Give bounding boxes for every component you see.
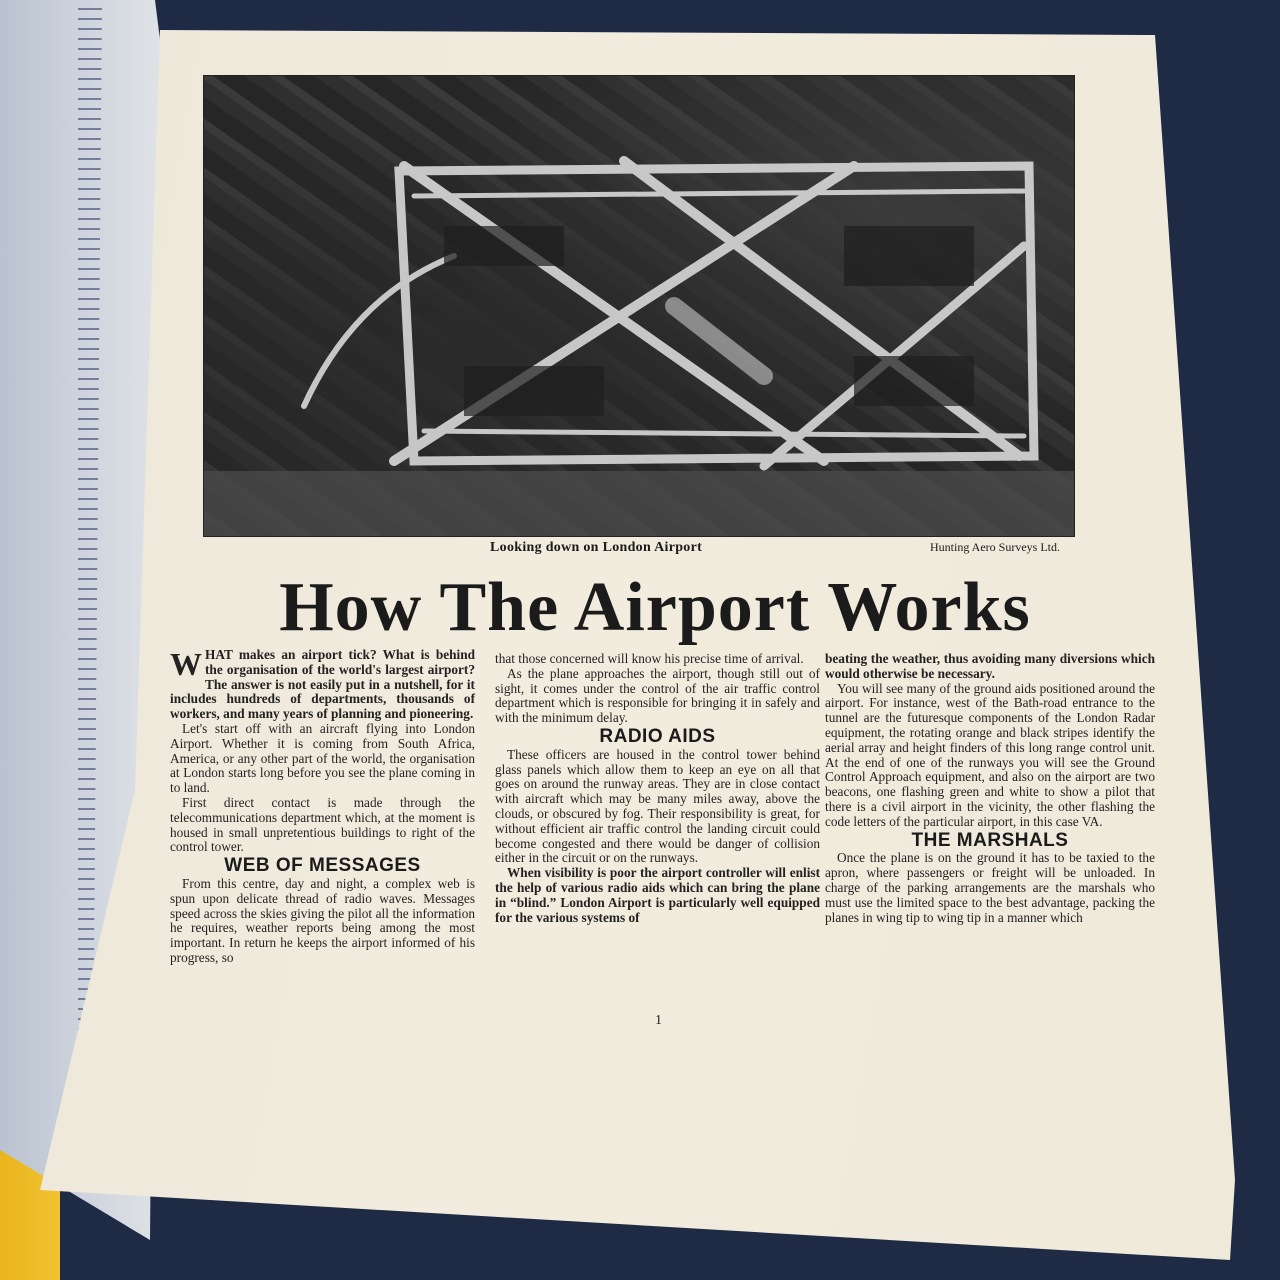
- paragraph: beating the weather, thus avoiding many diversions which would otherwise be necessary.: [825, 651, 1155, 681]
- section-heading: RADIO AIDS: [599, 725, 716, 747]
- paragraph: that those concerned will know his precise time of arrival.: [495, 651, 804, 666]
- page-number: 1: [655, 1013, 662, 1028]
- paragraph: Let's start off with an aircraft flying into London Airport. Whether it is coming from South Africa, America, or any other part of the world, the organisation at London starts long before you see the plane coming in to land.: [170, 720, 475, 796]
- drop-cap: W: [170, 646, 202, 682]
- airport-runways-image: [204, 76, 1074, 536]
- paragraph: These officers are housed in the control tower behind glass panels which allow them to keep an eye on all that goes on around the runway areas. They are in close contact with aircraft which may be many miles away, above the clouds, or obscured by fog. Their responsibility is great, for without efficient air traffic control the landing circuit could become congested and there would be danger of collision either in the circuit or on the runways.: [495, 746, 820, 866]
- article-column-3: [825, 652, 1155, 925]
- photo-caption: Looking down on London Airport: [490, 540, 703, 555]
- article-column-1: [170, 648, 475, 966]
- paragraph: As the plane approaches the airport, though still out of sight, it comes under the control of the air traffic control department which is responsible for bringing it in safely and with the minimum delay.: [495, 665, 820, 726]
- section-heading: WEB OF MESSAGES: [224, 855, 421, 877]
- paragraph: First direct contact is made through the telecommunications department which, at the moment is housed in small unpretentious buildings to right of the control tower.: [170, 794, 475, 855]
- paragraph: Once the plane is on the ground it has to be taxied to the apron, where passengers or freight will be unloaded. In charge of the parking arrangements are the marshals who must use the limited space to the best advantage, packing the planes in wing tip to wing tip in a manner which: [825, 850, 1155, 925]
- section-heading: THE MARSHALS: [911, 829, 1069, 851]
- intro-paragraph: HAT makes an airport tick? What is behind the organisation of the world's largest airport? The answer is not easily put in a nutshell, for it includes hundreds of departments, thousands of workers, and many years of planning and pioneering.: [170, 647, 475, 722]
- paragraph: From this centre, day and night, a complex web is spun upon delicate thread of radio waves. Messages speed across the skies giving the pilot all the information he requires, weather reports being among the most important. In return he keeps the airport informed of his progress, so: [170, 875, 475, 965]
- paragraph: When visibility is poor the airport controller will enlist the help of various radio aids which can bring the plane in “blind.” London Airport is particularly well equipped for the various systems of: [495, 865, 820, 925]
- photo-credit: Hunting Aero Surveys Ltd.: [930, 540, 1060, 554]
- article-title: How The Airport Works: [279, 569, 1031, 646]
- aerial-photo: [203, 75, 1075, 537]
- article-column-2: [495, 652, 820, 925]
- paragraph: You will see many of the ground aids positioned around the airport. For instance, west of the Bath-road entrance to the tunnel are the futuresque components of the London Radar equipment, the rotating orange and black stripes identify the aerial array and height finders of this long range control unit. At the end of one of the runways you will see the Ground Control Approach equipment, and also on the airport are two beacons, one flashing green and white to show a pilot that there is a civil airport in the vicinity, the other flashing the code letters of the particular airport, in this case VA.: [825, 680, 1155, 829]
